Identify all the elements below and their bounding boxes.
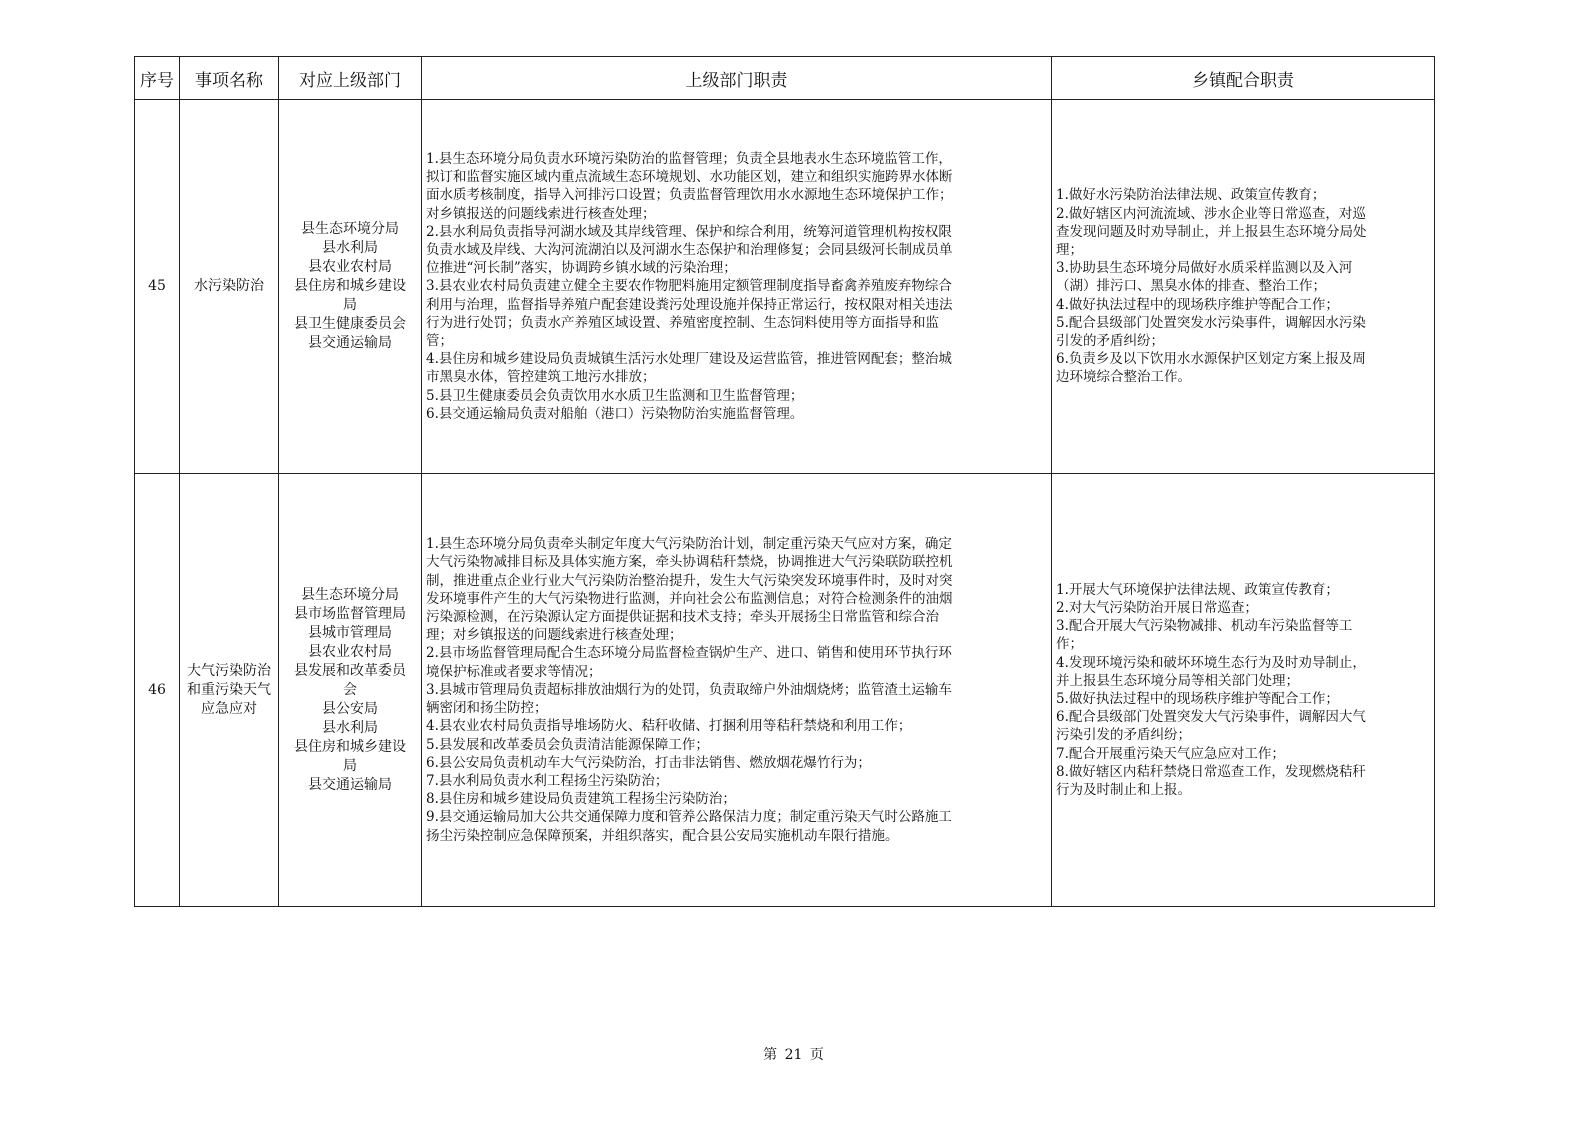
text-line: 5.做好执法过程中的现场秩序维护等配合工作； <box>1056 691 1339 707</box>
text-line: 行为及时制止和上报。 <box>1056 782 1191 799</box>
text-line: 1.县生态环境分局负责水环境污染防治的监督管理；负责全县地表水生态环境监管工作， <box>426 150 952 167</box>
text-line: 管； <box>426 333 453 349</box>
text-line: 7.县水利局负责水利工程扬尘污染防治； <box>426 772 669 789</box>
header-upper-dept: 对应上级部门 <box>279 57 422 100</box>
text-line: 2.县水利局负责指导河湖水域及其岸线管理、保护和综合利用，统筹河道管理机构按权限 <box>426 223 952 240</box>
cell-upper-depts <box>279 474 422 907</box>
text-line: 县发展和改革委员 <box>294 662 406 679</box>
text-line: 1.县生态环境分局负责牵头制定年度大气污染防治计划，制定重污染天气应对方案，确定 <box>426 536 952 553</box>
duty-table <box>134 56 1435 907</box>
table-row <box>135 100 1435 474</box>
text-line: 县农业农村局 <box>308 259 392 275</box>
text-line: 3.县城市管理局负责超标排放油烟行为的处罚，负责取缔户外油烟烧烤；监管渣土运输车 <box>426 681 952 698</box>
text-line: 6.配合县级部门处置突发大气污染事件，调解因大气 <box>1056 709 1366 726</box>
cell-town-duty <box>1052 474 1435 907</box>
text-line: 应急应对 <box>201 700 257 717</box>
text-line: 辆密闭和扬尘防控； <box>426 700 548 717</box>
header-upper-duty: 上级部门职责 <box>422 57 1052 100</box>
cell-town-duty <box>1052 100 1435 474</box>
text-line: 查发现问题及时劝导制止，并上报县生态环境分局处 <box>1056 223 1367 240</box>
text-line: 1.开展大气环境保护法律法规、政策宣传教育； <box>1056 581 1339 598</box>
text-line: 负责水域及岸线、大沟河流湖泊以及河湖水生态保护和治理修复；会同县级河长制成员单 <box>426 241 953 258</box>
cell-item-name <box>180 474 279 907</box>
text-line: 大气污染防治 <box>187 662 271 679</box>
text-line: 6.负责乡及以下饮用水水源保护区划定方案上报及周 <box>1056 351 1366 368</box>
text-line: 5.配合县级部门处置突发水污染事件，调解因水污染 <box>1056 314 1366 331</box>
table-row <box>135 474 1435 907</box>
text-line: 边环境综合整治工作。 <box>1056 369 1191 386</box>
text-line: 理；对乡镇报送的问题线索进行核查处理； <box>426 627 683 644</box>
text-line: 县市场监督管理局 <box>294 605 406 622</box>
text-line: 局 <box>343 757 357 774</box>
text-line: 6.县交通运输局负责对船舶（港口）污染物防治实施监督管理。 <box>426 405 804 422</box>
text-line: 作； <box>1056 636 1083 653</box>
text-line: 县交通运输局 <box>308 776 392 793</box>
text-line: 8.县住房和城乡建设局负责建筑工程扬尘污染防治； <box>426 791 736 808</box>
text-line: 县交通运输局 <box>308 335 392 351</box>
text-line: 并上报县生态环境分局等相关部门处理； <box>1056 672 1299 689</box>
cell-upper-duty <box>422 100 1052 474</box>
text-line: 4.发现环境污染和破坏环境生态行为及时劝导制止， <box>1056 654 1366 671</box>
text-line: 行为进行处罚；负责水产养殖区域设置、养殖密度控制、生态饲料使用等方面指导和监 <box>426 314 939 331</box>
text-line: 水污染防治 <box>194 278 264 294</box>
text-line: 2.做好辖区内河流流域、涉水企业等日常巡查，对巡 <box>1056 205 1366 222</box>
text-line: 1.做好水污染防治法律法规、政策宣传教育； <box>1056 187 1326 204</box>
text-line: 4.县住房和城乡建设局负责城镇生活污水处理厂建设及运营监管，推进管网配套；整治城 <box>426 351 952 368</box>
text-line: 县水利局 <box>322 240 378 256</box>
text-line: 引发的矛盾纠纷； <box>1056 333 1164 349</box>
cell-seq: 46 <box>135 474 180 907</box>
text-line: 拟订和监督实施区域内重点流域生态环境规划、水功能区划，建立和组织实施跨界水体断 <box>426 169 953 186</box>
text-line: 理； <box>1056 241 1083 258</box>
header-item-name: 事项名称 <box>180 57 279 100</box>
text-line: 县住房和城乡建设 <box>294 278 406 294</box>
text-line: 县公安局 <box>322 700 378 717</box>
text-line: 县住房和城乡建设 <box>294 738 406 755</box>
text-line: 3.协助县生态环境分局做好水质采样监测以及入河 <box>1056 260 1353 277</box>
text-line: 扬尘污染控制应急保障预案，并组织落实，配合县公安局实施机动车限行措施。 <box>426 827 899 844</box>
cell-upper-duty <box>422 474 1052 907</box>
text-line: 县城市管理局 <box>308 624 392 641</box>
text-line: 位推进“河长制”落实，协调跨乡镇水域的污染治理； <box>426 260 737 277</box>
cell-upper-depts <box>279 100 422 474</box>
text-line: 发环境事件产生的大气污染物进行监测，并向社会公布监测信息；对符合检测条件的油烟 <box>426 590 953 607</box>
text-line: 利用与治理，监督指导养殖户配套建设粪污处理设施并保持正常运行，按权限对相关违法 <box>426 296 953 313</box>
text-line: 7.配合开展重污染天气应急应对工作； <box>1056 745 1285 762</box>
text-line: 3.县农业农村局负责建立健全主要农作物肥料施用定额管理制度指导畜禽养殖废弃物综合 <box>426 278 952 295</box>
text-line: 污染引发的矛盾纠纷； <box>1056 727 1191 744</box>
text-line: 面水质考核制度，指导入河排污口设置；负责监督管理饮用水水源地生态环境保护工作； <box>426 187 953 204</box>
text-line: 县卫生健康委员会 <box>294 316 406 332</box>
page-number: 第 21 页 <box>763 1047 824 1063</box>
text-line: 8.做好辖区内秸秆禁烧日常巡查工作，发现燃烧秸秆 <box>1056 763 1366 780</box>
text-line: 对乡镇报送的问题线索进行核查处理； <box>426 205 656 222</box>
text-line: 5.县发展和改革委员会负责清洁能源保障工作； <box>426 736 709 753</box>
table-header-row <box>135 57 1435 100</box>
text-line: 县水利局 <box>322 719 378 736</box>
text-line: 县农业农村局 <box>308 643 392 660</box>
text-line: 2.对大气污染防治开展日常巡查； <box>1056 599 1258 616</box>
text-line: 和重污染天气 <box>187 681 271 698</box>
text-line: 2.县市场监督管理局配合生态环境分局监督检查锅炉生产、进口、销售和使用环节执行环 <box>426 645 952 662</box>
header-town-duty: 乡镇配合职责 <box>1052 57 1435 100</box>
text-line: 县生态环境分局 <box>301 586 399 603</box>
cell-seq: 45 <box>135 100 180 474</box>
text-line: 局 <box>343 297 357 313</box>
text-line: 4.县农业农村局负责指导堆场防火、秸秆收储、打捆利用等秸秆禁烧和利用工作； <box>426 718 912 735</box>
text-line: 4.做好执法过程中的现场秩序维护等配合工作； <box>1056 296 1339 313</box>
text-line: （湖）排污口、黑臭水体的排查、整治工作； <box>1056 278 1326 295</box>
text-line: 制，推进重点企业行业大气污染防治整治提升，发生大气污染突发环境事件时，及时对突 <box>426 572 953 589</box>
text-line: 5.县卫生健康委员会负责饮用水水质卫生监测和卫生监督管理； <box>426 387 804 404</box>
text-line: 9.县交通运输局加大公共交通保障力度和管养公路保洁力度；制定重污染天气时公路施工 <box>426 809 952 826</box>
text-line: 大气污染物减排目标及具体实施方案，牵头协调秸秆禁烧，协调推进大气污染联防联控机 <box>426 554 953 571</box>
text-line: 境保护标准或者要求等情况； <box>426 663 602 680</box>
text-line: 污染源检测，在污染源认定方面提供证据和技术支持；牵头开展扬尘日常监管和综合治 <box>426 609 939 626</box>
text-line: 3.配合开展大气污染物减排、机动车污染监督等工 <box>1056 618 1353 635</box>
header-seq: 序号 <box>135 57 180 100</box>
text-line: 县生态环境分局 <box>301 221 399 237</box>
text-line: 市黑臭水体，管控建筑工地污水排放； <box>426 369 656 386</box>
text-line: 会 <box>343 681 357 698</box>
text-line: 6.县公安局负责机动车大气污染防治，打击非法销售、燃放烟花爆竹行为； <box>426 754 871 771</box>
cell-item-name <box>180 100 279 474</box>
